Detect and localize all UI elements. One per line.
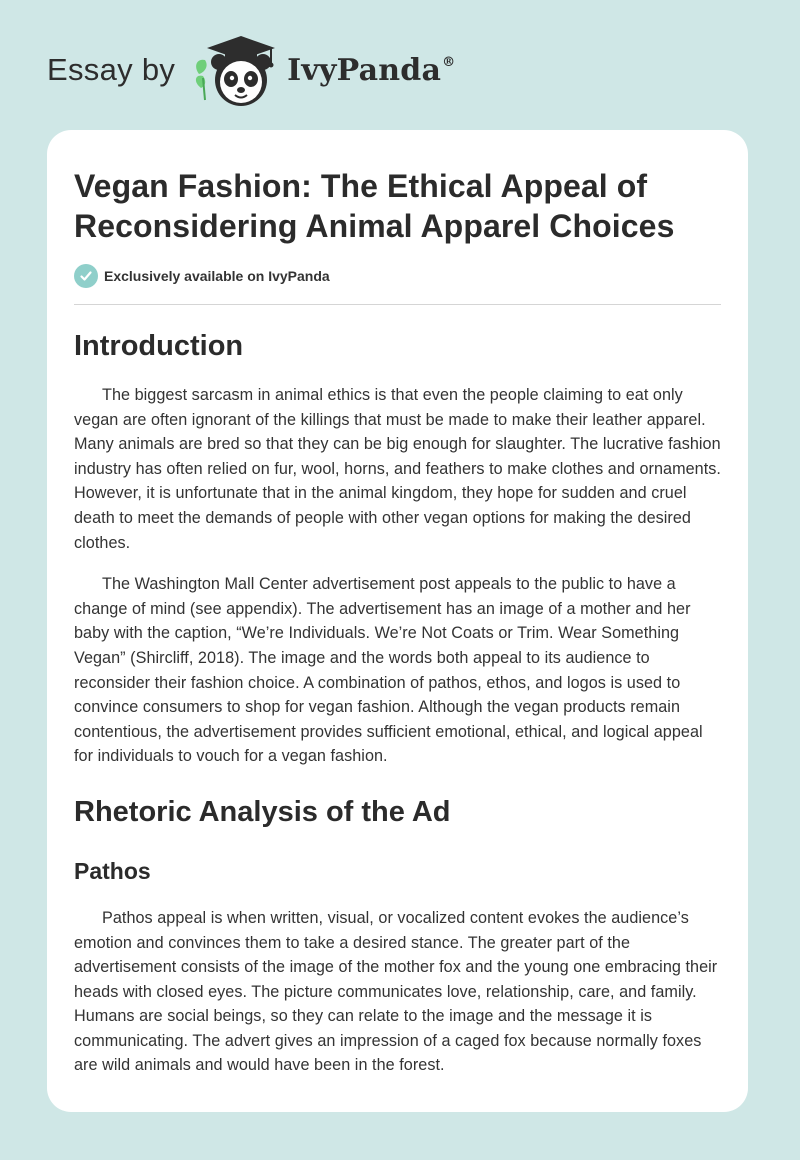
essay-by-label: Essay by [47, 52, 176, 87]
intro-paragraph-2: The Washington Mall Center advertisement post appeals to the public to have a change of mind (see appendix). The advertisement has an image of a mother and her baby with the caption, “We’re Individuals. We’re Not Coats or Trim. Wear Something Vegan” (Shircliff, 2018). The image and the words both appeal to its audience to reconsider their fashion choice. A combination of pathos, ethos, and logos is used to convince consumers to shop for vegan fashion. Although the vegan products remain contentious, the advertisement provides sufficient emotional, ethical, and logical appeal for individuals to vouch for a vegan fashion. [74, 575, 703, 766]
brand-name-text: IvyPanda [287, 52, 442, 88]
check-circle-icon [74, 264, 98, 288]
exclusive-badge-text: Exclusively available on IvyPanda [104, 268, 330, 284]
check-mark-svg [79, 269, 93, 283]
exclusive-badge [74, 264, 721, 288]
subsection-heading-pathos: Pathos [74, 857, 151, 884]
article-title: Vegan Fashion: The Ethical Appeal of Reconsidering Animal Apparel Choices [74, 168, 675, 244]
panda-graduation-cap-icon[interactable] [189, 30, 281, 110]
title-divider [74, 304, 721, 305]
registered-mark: ® [442, 54, 456, 70]
section-heading-introduction: Introduction [74, 330, 244, 362]
brand-name[interactable] [287, 53, 455, 88]
section-heading-rhetoric: Rhetoric Analysis of the Ad [74, 795, 451, 828]
logo-svg [189, 30, 281, 110]
site-header [47, 30, 455, 110]
pathos-paragraph: Pathos appeal is when written, visual, or vocalized content evokes the audience’s emotion and convinces them to take a desired stance. The greater part of the advertisement consists of the image of the mother fox and the young one embracing their heads with closed eyes. The picture communicates love, relationship, care, and family. Humans are social beings, so they can relate to the image and the message it is communicating. The advert gives an impression of a caged fox because normally foxes are wild animals and would have been in the forest. [74, 908, 718, 1075]
intro-paragraph-1: The biggest sarcasm in animal ethics is that even the people claiming to eat only vegan are often ignorant of the killings that must be made to make their leather apparel. Many animals are bred so that they can be big enough for slaughter. The lucrative fashion industry has often relied on fur, wool, horns, and feathers to make clothes and ornaments. However, it is unfortunate that in the animal kingdom, they hope for sudden and cruel death to meet the demands of people with other vegan options for making the desired clothes. [74, 386, 721, 552]
article-card [47, 130, 748, 1112]
